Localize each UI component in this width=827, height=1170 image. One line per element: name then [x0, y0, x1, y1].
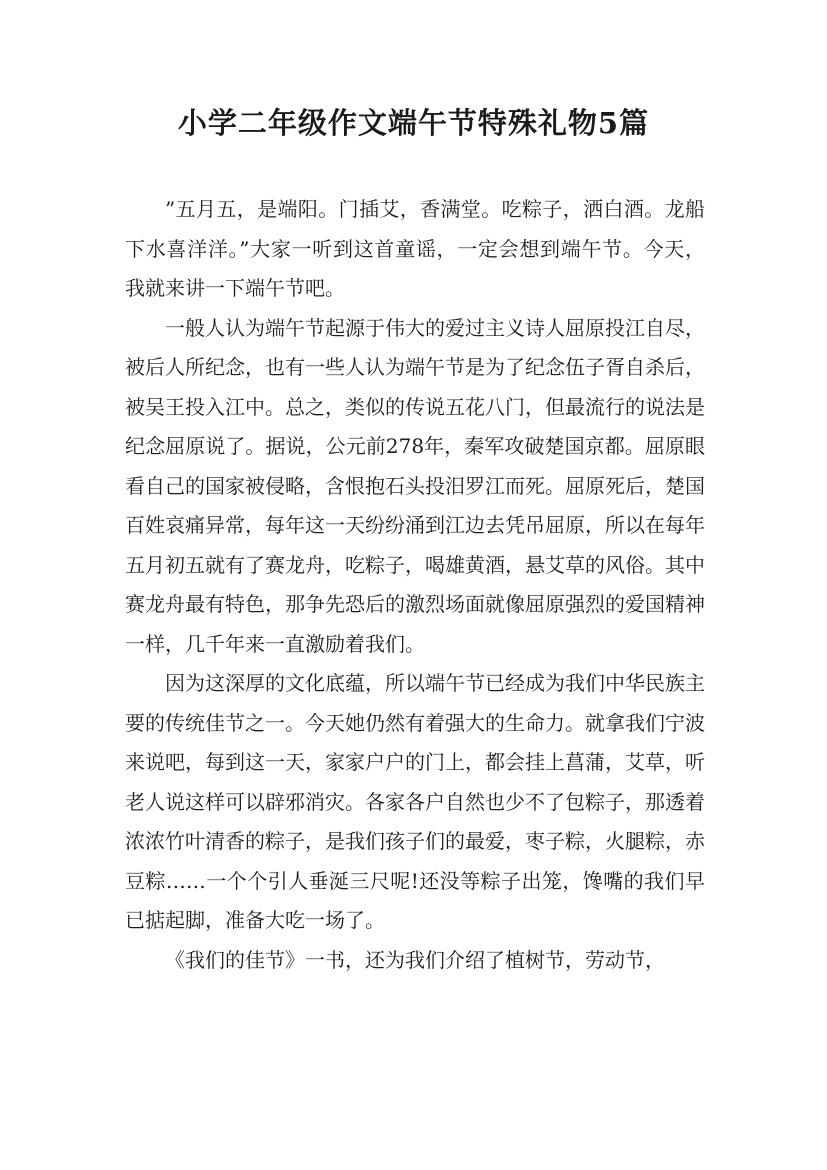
document-body	[125, 190, 705, 980]
paragraph-1: ”五月五，是端阳。门插艾，香满堂。吃粽子，洒白酒。龙船下水喜洋洋。”大家一听到这首童谣，一定会想到端午节。今天，我就来讲一下端午节吧。	[125, 197, 705, 300]
paragraph-4: 《我们的佳节》一书，还为我们介绍了植树节，劳动节，	[165, 947, 665, 972]
paragraph-3: 因为这深厚的文化底蕴，所以端午节已经成为我们中华民族主要的传统佳节之一。今天她仍然有着强大的生命力。就拿我们宁波来说吧，每到这一天，家家户户的门上，都会挂上菖蒲，艾草，听老人说这样可以辟邪消灾。各家各户自然也少不了包粽子，那透着浓浓竹叶清香的粽子，是我们孩子们的最爱，枣子粽，火腿粽，赤豆粽……一个个引人垂涎三尺呢!还没等粽子出笼，馋嘴的我们早已掂起脚，准备大吃一场了。	[125, 671, 705, 932]
document-title: 小学二年级作文端午节特殊礼物5篇	[177, 106, 650, 140]
paragraph-2: 一般人认为端午节起源于伟大的爱过主义诗人屈原投江自尽，被后人所纪念，也有一些人认为端午节是为了纪念伍子胥自杀后，被吴王投入江中。总之，类似的传说五花八门，但最流行的说法是纪念屈原说了。据说，公元前278年，秦军攻破楚国京都。屈原眼看自己的国家被侵略，含恨抱石头投汨罗江而死。屈原死后，楚国百姓哀痛异常，每年这一天纷纷涌到江边去凭吊屈原，所以在每年五月初五就有了赛龙舟，吃粽子，喝雄黄酒，悬艾草的风俗。其中赛龙舟最有特色，那争先恐后的激烈场面就像屈原强烈的爱国精神一样，几千年来一直激励着我们。	[125, 315, 705, 656]
